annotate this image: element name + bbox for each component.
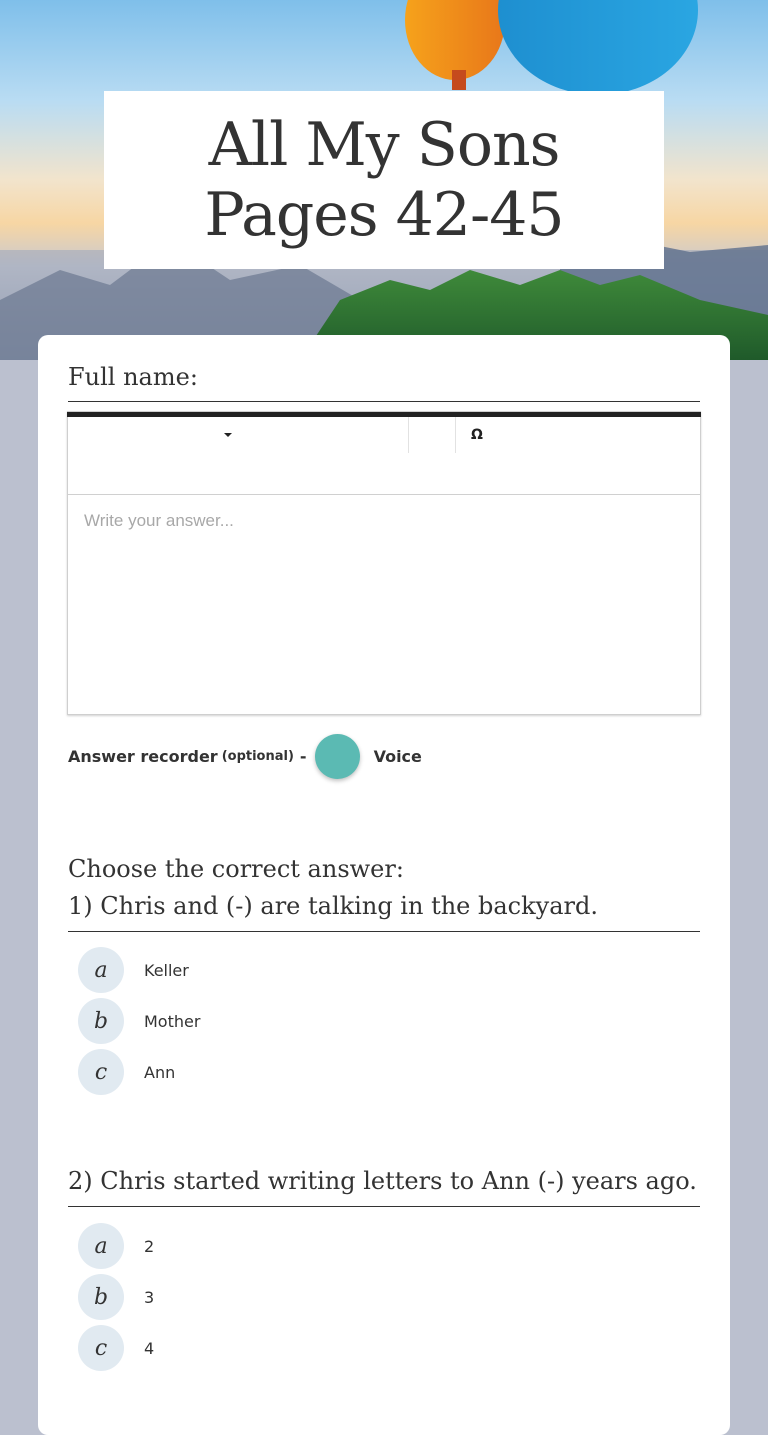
question-1-divider xyxy=(68,931,700,932)
toolbar-button[interactable] xyxy=(409,417,456,453)
question-2-option-c[interactable] xyxy=(78,1325,154,1371)
option-letter-badge: c xyxy=(78,1325,124,1371)
question-2-option-a[interactable] xyxy=(78,1223,154,1269)
question-2-prompt: 2) Chris started writing letters to Ann (-) years ago. xyxy=(68,1167,697,1195)
caret-down-icon xyxy=(224,433,232,437)
option-letter-badge: a xyxy=(78,947,124,993)
option-text: 3 xyxy=(144,1287,155,1307)
recorder-label: Answer recorder xyxy=(68,746,218,766)
format-dropdown[interactable] xyxy=(68,417,409,453)
question-instructions: Choose the correct answer: xyxy=(68,855,404,883)
option-letter-badge: c xyxy=(78,1049,124,1095)
option-text: Mother xyxy=(144,1011,201,1031)
option-letter-badge: b xyxy=(78,998,124,1044)
question-1-option-b[interactable] xyxy=(78,998,200,1044)
option-letter-badge: b xyxy=(78,1274,124,1320)
question-1-prompt: 1) Chris and (-) are talking in the backyard. xyxy=(68,892,598,920)
option-text: Ann xyxy=(144,1062,176,1082)
question-1-option-c[interactable] xyxy=(78,1049,175,1095)
title-card xyxy=(104,91,664,269)
page-title-line-1: All My Sons xyxy=(208,110,560,180)
special-characters-button[interactable]: Ω xyxy=(471,427,483,443)
answer-input[interactable] xyxy=(68,495,700,714)
question-2-option-b[interactable] xyxy=(78,1274,154,1320)
editor-toolbar xyxy=(68,417,700,495)
voice-label: Voice xyxy=(373,746,422,766)
recorder-optional-label: (optional) xyxy=(221,748,294,764)
page-title-line-2: Pages 42-45 xyxy=(204,180,564,250)
option-text: Keller xyxy=(144,960,189,980)
full-name-heading: Full name: xyxy=(68,363,198,391)
answer-recorder xyxy=(68,733,422,779)
heading-divider xyxy=(68,401,700,402)
record-voice-button[interactable] xyxy=(315,734,360,779)
worksheet-card xyxy=(38,335,730,1435)
option-text: 2 xyxy=(144,1236,155,1256)
rich-text-editor xyxy=(67,411,701,715)
option-letter-badge: a xyxy=(78,1223,124,1269)
question-2-divider xyxy=(68,1206,700,1207)
recorder-dash: - xyxy=(299,746,307,766)
question-1-option-a[interactable] xyxy=(78,947,189,993)
option-text: 4 xyxy=(144,1338,155,1358)
